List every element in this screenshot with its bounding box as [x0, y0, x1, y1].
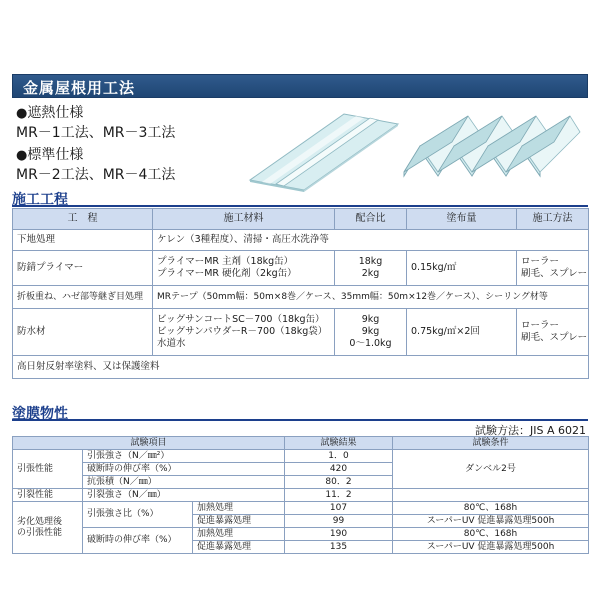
header-ratio: 配合比	[335, 209, 407, 230]
spec-methods: MR－2工法、MR－4工法	[16, 167, 176, 183]
method-line: ローラー	[521, 256, 560, 267]
title-bar	[12, 74, 588, 98]
step-cell: 防錆プライマー	[13, 251, 153, 286]
process-heading: 施工工程	[12, 189, 588, 207]
table-row	[13, 356, 589, 379]
material-cell	[153, 251, 335, 286]
result-cell: 99	[285, 515, 393, 528]
spec-name: 遮熱仕様	[27, 105, 84, 121]
treatment-cell: 促進暴露処理	[193, 515, 285, 528]
table-row	[13, 502, 589, 515]
condition-cell	[393, 489, 589, 502]
ratio-cell	[335, 309, 407, 356]
result-cell: 1．0	[285, 450, 393, 463]
spec-item	[16, 104, 83, 123]
amount-cell: 0.75kg/㎡×2回	[407, 309, 517, 356]
header-result: 試験結果	[285, 437, 393, 450]
result-cell: 107	[285, 502, 393, 515]
item-cell: 破断時の伸び率（%）	[83, 463, 285, 476]
condition-cell: 80℃、168h	[393, 528, 589, 541]
ratio-line: 18kg	[358, 256, 383, 267]
process-table	[12, 208, 589, 379]
material-cell: ケレン（3種程度）、清掃・高圧水洗浄等	[153, 230, 589, 251]
table-row	[13, 230, 589, 251]
material-line: ビッグサンパウダーR－700（18kg袋）	[157, 326, 328, 337]
material-line: プライマーMR 硬化剤（2kg缶）	[157, 268, 297, 279]
material-line: ビッグサンコートSC－700（18kg缶）	[157, 314, 325, 325]
result-cell: 135	[285, 541, 393, 554]
table-row	[13, 286, 589, 309]
bullet-icon: ●	[16, 106, 28, 121]
ratio-line: 9kg	[361, 314, 380, 325]
properties-heading: 塗膜物性	[12, 403, 588, 421]
table-row	[13, 251, 589, 286]
item-cell: 破断時の伸び率（%）	[83, 528, 193, 554]
item-cell: 抗張積（N／㎜）	[83, 476, 285, 489]
table-row	[13, 489, 589, 502]
table-row	[13, 309, 589, 356]
material-line: プライマーMR 主剤（18kg缶）	[157, 256, 294, 267]
page-title: 金属屋根用工法	[23, 79, 136, 97]
group-cell: 引裂性能	[13, 489, 83, 502]
result-cell: 190	[285, 528, 393, 541]
table-header-row	[13, 437, 589, 450]
item-cell: 引裂強さ（N／㎜）	[83, 489, 285, 502]
group-line: の引張性能	[17, 527, 63, 538]
step-cell: 折板重ね、ハゼ部等継ぎ目処理	[13, 286, 153, 309]
folded-roof-illustration	[398, 106, 584, 196]
ratio-line: 0～1.0kg	[349, 338, 392, 349]
bullet-icon: ●	[16, 148, 28, 163]
result-cell: 420	[285, 463, 393, 476]
flat-roof-illustration	[226, 110, 402, 192]
condition-cell: 80℃、168h	[393, 502, 589, 515]
properties-table	[12, 436, 589, 554]
header-step: 工 程	[13, 209, 153, 230]
method-cell	[517, 251, 589, 286]
material-cell: MRテープ（50mm幅：50m×8巻／ケース、35mm幅：50m×12巻／ケース）、シーリング材等	[153, 286, 589, 309]
method-cell	[517, 309, 589, 356]
treatment-cell: 加熱処理	[193, 528, 285, 541]
group-cell: 引張性能	[13, 450, 83, 489]
test-standard: 試験方法：JIS A 6021	[475, 424, 586, 437]
ratio-line: 9kg	[361, 326, 380, 337]
method-line: 刷毛、スプレー	[521, 268, 588, 279]
condition-cell: スーパーUV 促進暴露処理500h	[393, 515, 589, 528]
ratio-cell	[335, 251, 407, 286]
header-material: 施工材料	[153, 209, 335, 230]
result-cell: 11．2	[285, 489, 393, 502]
step-cell: 高日射反射率塗料、又は保護塗料	[13, 356, 589, 379]
group-cell	[13, 502, 83, 554]
header-item: 試験項目	[13, 437, 285, 450]
method-line: ローラー	[521, 320, 560, 331]
header-condition: 試験条件	[393, 437, 589, 450]
condition-cell: ダンベル2号	[393, 450, 589, 489]
treatment-cell: 促進暴露処理	[193, 541, 285, 554]
group-line: 劣化処理後	[17, 516, 63, 527]
step-cell: 下地処理	[13, 230, 153, 251]
spec-name: 標準仕様	[27, 147, 84, 163]
table-header-row	[13, 209, 589, 230]
spec-item	[16, 146, 83, 165]
material-line: 水道水	[157, 338, 186, 349]
step-cell: 防水材	[13, 309, 153, 356]
item-cell: 引張強さ比（%）	[83, 502, 193, 528]
header-amount: 塗布量	[407, 209, 517, 230]
result-cell: 80．2	[285, 476, 393, 489]
treatment-cell: 加熱処理	[193, 502, 285, 515]
spec-methods: MR－1工法、MR－3工法	[16, 125, 176, 141]
table-row	[13, 450, 589, 463]
amount-cell: 0.15kg/㎡	[407, 251, 517, 286]
header-method: 施工方法	[517, 209, 589, 230]
table-row	[13, 528, 589, 541]
condition-cell: スーパーUV 促進暴露処理500h	[393, 541, 589, 554]
item-cell: 引張強さ（N／㎜²）	[83, 450, 285, 463]
method-line: 刷毛、スプレー	[521, 332, 588, 343]
material-cell	[153, 309, 335, 356]
ratio-line: 2kg	[361, 268, 380, 279]
